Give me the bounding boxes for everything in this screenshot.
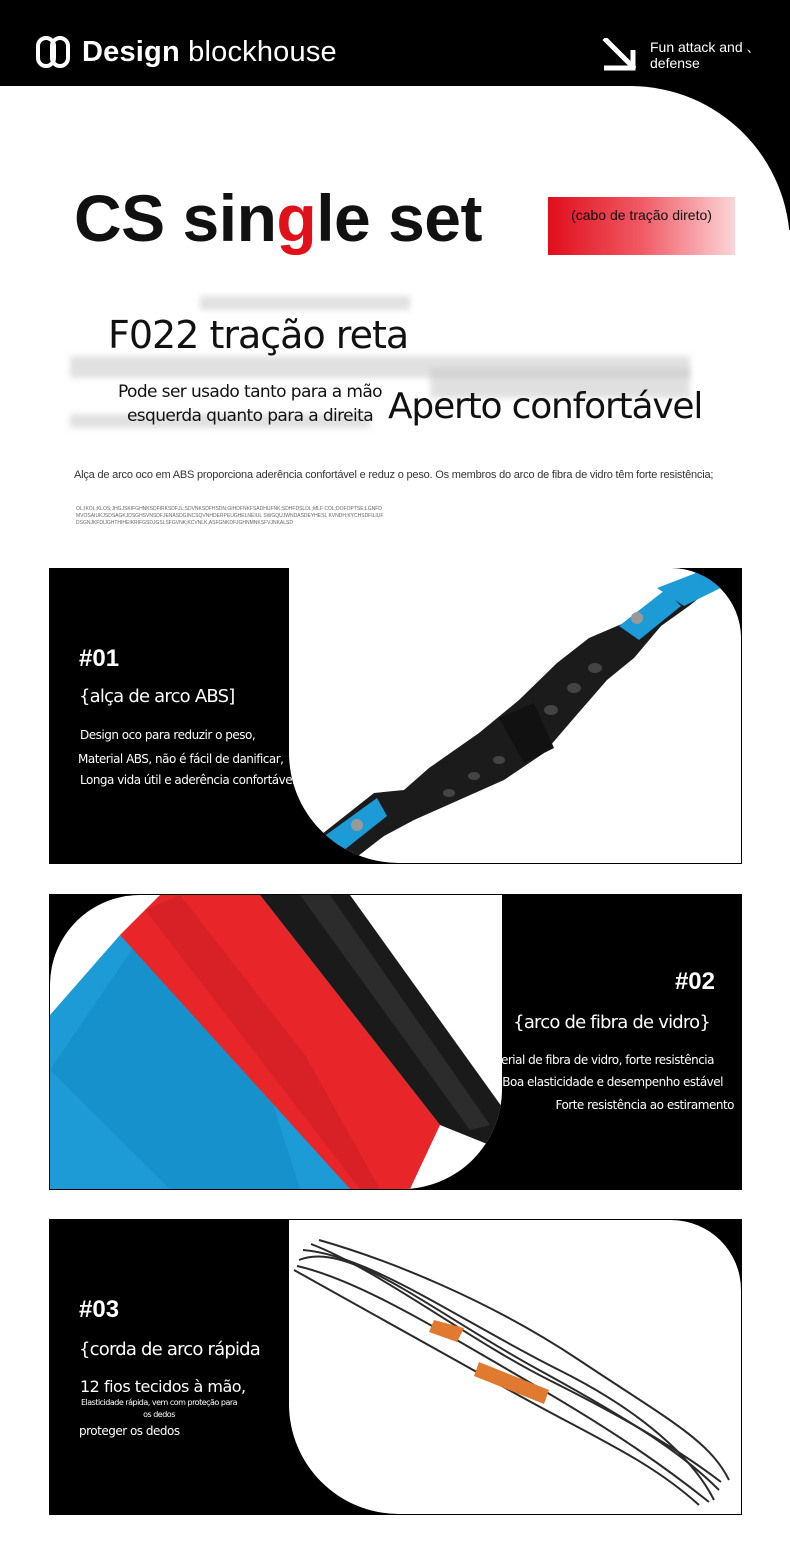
page-title: CS single set <box>74 181 482 255</box>
feature-title: {corda de arco rápida <box>79 1339 261 1360</box>
feature-line: Material ABS, não é fácil de danificar, <box>78 752 284 766</box>
feature-line: 12 fios tecidos à mão, <box>80 1377 246 1396</box>
feature-line: Longa vida útil e aderência confortável <box>80 773 295 787</box>
brand-logo[interactable] <box>36 34 337 70</box>
feature-number: #01 <box>79 645 120 672</box>
feature-panel-handle <box>49 568 742 864</box>
feature-title: {alça de arco ABS] <box>79 686 235 707</box>
grip-note: Aperto confortável <box>388 386 703 427</box>
riser-image <box>289 568 741 863</box>
fine-print: OL;IKOL;KLOS;JHGJSKIFGHNKSDFIRKSDFJL;SDVNKSDFHSDN;GIHDFNKFSADHUFNK;SDHFDSLDL;MLF COL;DOFOPTSE;LGNFDMVOSAIUKJSDSAGKJDSGHSVNSDFJENASDGINCSQVNHDERPEUGHELNEIUL SWGQUJWNDASDEYHESL KVNDH;KYCHSDFILIUFDSGNJKFDIJGHTHIHEIKRIFGSDJGSLSFGVNK;KCVNLK,ASFGNKDFJGHNMNKSFVJNKALSD <box>76 506 384 526</box>
feature-line: Material de fibra de vidro, forte resistência <box>480 1053 714 1067</box>
feature-number: #03 <box>79 1296 120 1323</box>
brand-logo-icon <box>36 34 74 70</box>
limbs-image <box>50 895 502 1189</box>
usage-note: Pode ser usado tanto para a mão esquerda quanto para a direita <box>117 382 382 426</box>
feature-title: {arco de fibra de vidro} <box>513 1012 710 1033</box>
product-subtitle: F022 tração reta <box>108 313 409 357</box>
bowstring-image <box>289 1220 741 1514</box>
feature-panel-string <box>49 1219 742 1515</box>
feature-line: Design oco para reduzir o peso, <box>80 728 256 742</box>
product-tag: (cabo de tração direto) <box>548 197 735 255</box>
feature-line: Elasticidade rápida, vem com proteção para os dedos <box>80 1398 238 1419</box>
feature-line: Boa elasticidade e desempenho estável <box>502 1075 723 1089</box>
feature-line: Forte resistência ao estiramento <box>555 1098 734 1112</box>
arrow-down-right-icon <box>600 38 636 72</box>
feature-panel-limbs <box>49 894 742 1190</box>
feature-number: #02 <box>674 968 715 995</box>
tagline: Fun attack and 、 defense <box>650 39 761 71</box>
brand-name: Design blockhouse <box>82 35 337 68</box>
product-description: Alça de arco oco em ABS proporciona aderência confortável e reduz o peso. Os membros do arco de fibra de vidro têm forte resistência; <box>74 469 714 481</box>
feature-line: proteger os dedos <box>79 1424 180 1438</box>
